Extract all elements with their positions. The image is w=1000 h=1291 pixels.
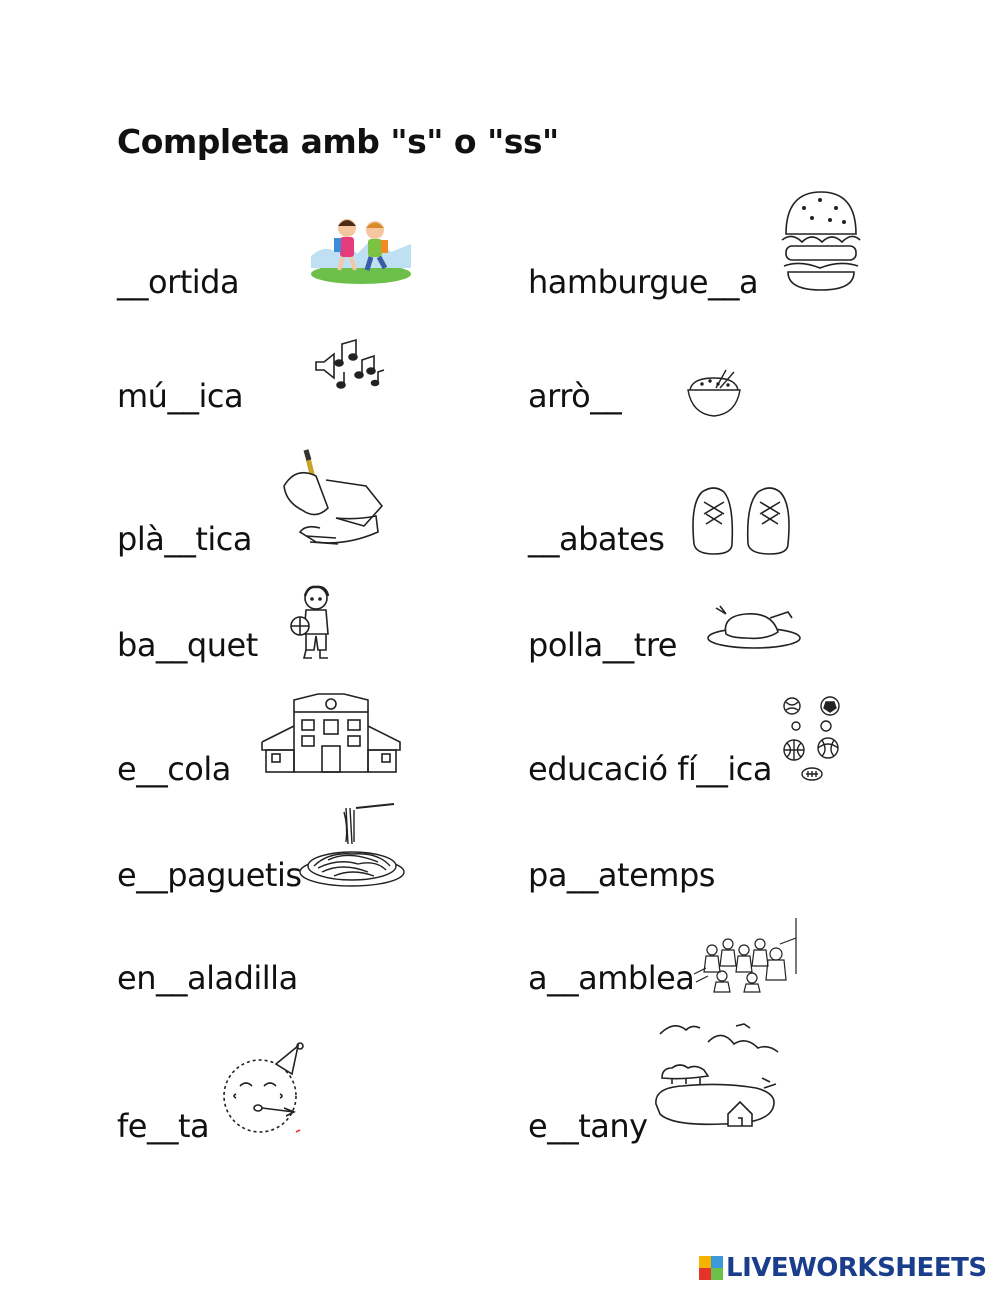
word-left-3: plà__tica: [117, 520, 252, 558]
word-right-1: hamburgue__a: [528, 263, 759, 301]
spaghetti-plate-icon: [298, 802, 408, 890]
basketball-boy-icon: [288, 584, 336, 662]
classroom-assembly-icon: [692, 914, 806, 994]
music-notes-icon: [312, 338, 388, 398]
word-left-5: e__cola: [117, 750, 231, 788]
word-right-5: educació fí__ica: [528, 750, 772, 788]
liveworksheets-logo-icon: [698, 1255, 724, 1281]
worksheet-title: Completa amb "s" o "ss": [117, 122, 559, 161]
word-right-2: arrò__: [528, 377, 622, 415]
word-left-1: __ortida: [117, 263, 240, 301]
lake-landscape-icon: [652, 1018, 782, 1134]
liveworksheets-logo: [698, 1251, 987, 1285]
word-left-8: fe__ta: [117, 1107, 210, 1145]
word-right-7: a__amblea: [528, 959, 695, 997]
party-face-icon: [218, 1042, 308, 1142]
word-right-8: e__tany: [528, 1107, 648, 1145]
hands-writing-icon: [276, 446, 386, 550]
word-left-6: e__paguetis: [117, 856, 302, 894]
children-playing-icon: [305, 208, 417, 286]
sports-balls-icon: [778, 694, 844, 786]
rice-bowl-icon: [686, 368, 742, 420]
shoes-icon: [688, 484, 794, 556]
word-right-4: polla__tre: [528, 626, 677, 664]
word-left-7: en__aladilla: [117, 959, 298, 997]
hamburger-icon: [780, 186, 862, 298]
word-left-4: ba__quet: [117, 626, 258, 664]
school-building-icon: [258, 690, 404, 776]
word-right-3: __abates: [528, 520, 665, 558]
roast-chicken-icon: [706, 604, 802, 652]
word-left-2: mú__ica: [117, 377, 244, 415]
word-right-6: pa__atemps: [528, 856, 715, 894]
logo-text: LIVEWORKSHEETS: [726, 1253, 987, 1283]
